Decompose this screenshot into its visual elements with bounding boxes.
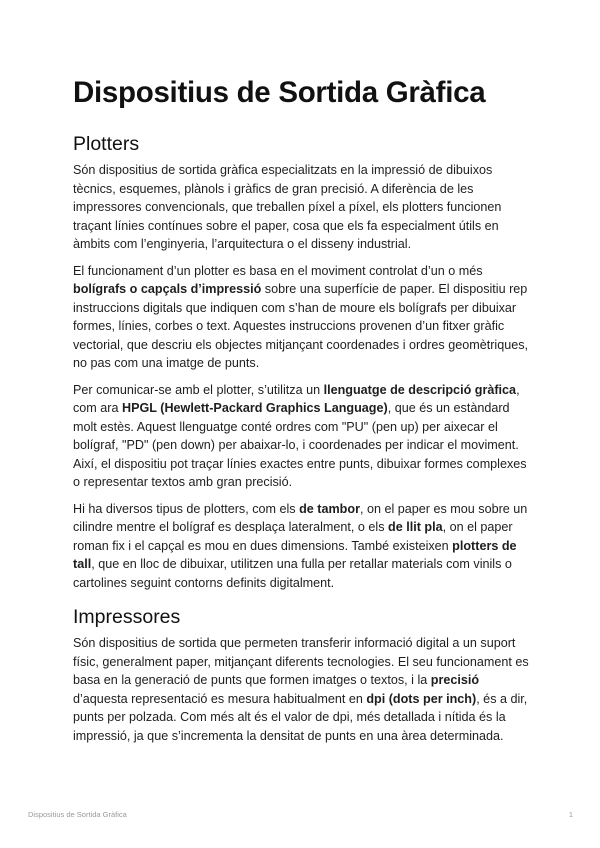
page-content [73, 76, 533, 753]
paragraph: Per comunicar-se amb el plotter, s’utilitza un llenguatge de descripció gràfica, com ara HPGL (Hewlett-Packard Graphics Language), que és un estàndard molt estès. Aquest llenguatge conté ordres com "PU" (pen up) per aixecar el bolígraf, "PD" (pen down) per abaixar-lo, i coordenades per indicar el moviment. Així, el dispositiu pot traçar línies exactes entre punts, dibuixar formes complexes o representar textos amb gran precisió. [73, 382, 527, 489]
bold-term: bolígrafs o capçals d’impressió [73, 282, 262, 296]
section-heading-plotters: Plotters [73, 133, 140, 155]
bold-term: de tambor [299, 501, 360, 516]
paragraph: El funcionament d’un plotter es basa en el moviment controlat d’un o més bolígrafs o capçals d’impressió sobre una superfície de paper. El dispositiu rep instruccions digitals que indiquen com s’han de moure els bolígrafs per dibuixar formes, línies, corbes o text. Aquestes instruccions provenen d’un fitxer gràfic vectorial, que descriu els objectes mitjançant coordenades i ordres geomètriques, no pas com una imatge de punts. [73, 263, 529, 370]
footer-page-number: 1 [568, 810, 573, 819]
section-heading-impressores: Impressores [73, 606, 181, 628]
footer-title: Dispositius de Sortida Gràfica [28, 810, 127, 819]
paragraph: Hi ha diversos tipus de plotters, com els de tambor, on el paper es mou sobre un cilindre mentre el bolígraf es desplaça lateralment, o els de llit pla, on el paper roman fix i el capçal es mou en dues dimensions. També existeixen plotters de tall, que en lloc de dibuixar, utilitzen una fulla per retallar materials com vinils o cartolines seguint contorns definits digitalment. [73, 501, 528, 590]
page-title: Dispositius de Sortida Gràfica [73, 76, 486, 109]
bold-term: precisió [430, 673, 480, 687]
bold-term: HPGL (Hewlett-Packard Graphics Language) [122, 401, 388, 415]
paragraph: Són dispositius de sortida gràfica especialitzats en la impressió de dibuixos tècnics, esquemes, plànols i gràfics de gran precisió. A diferència de les impressores convencionals, que treballen píxel a píxel, els plotters funcionen traçant línies contínues sobre el paper, cosa que els fa especialment útils en àmbits com l’enginyeria, l’arquitectura o el disseny industrial. [73, 163, 502, 251]
bold-term: llenguatge de descripció gràfica [323, 382, 517, 397]
bold-term: dpi (dots per inch) [366, 691, 477, 706]
bold-term: de llit pla [388, 520, 443, 534]
paragraph: Són dispositius de sortida que permeten transferir informació digital a un suport físic, generalment paper, mitjançant diferents tecnologies. El seu funcionament es basa en la generació de punts que formen imatges o textos, i la precisió d’aquesta representació es mesura habitualment en dpi (dots per inch), és a dir, punts per polzada. Com més alt és el valor de dpi, més detallada i nítida és la impressió, ja que s’incrementa la densitat de punts en una àrea determinada. [73, 636, 529, 743]
bold-term: plotters de tall [73, 538, 517, 571]
